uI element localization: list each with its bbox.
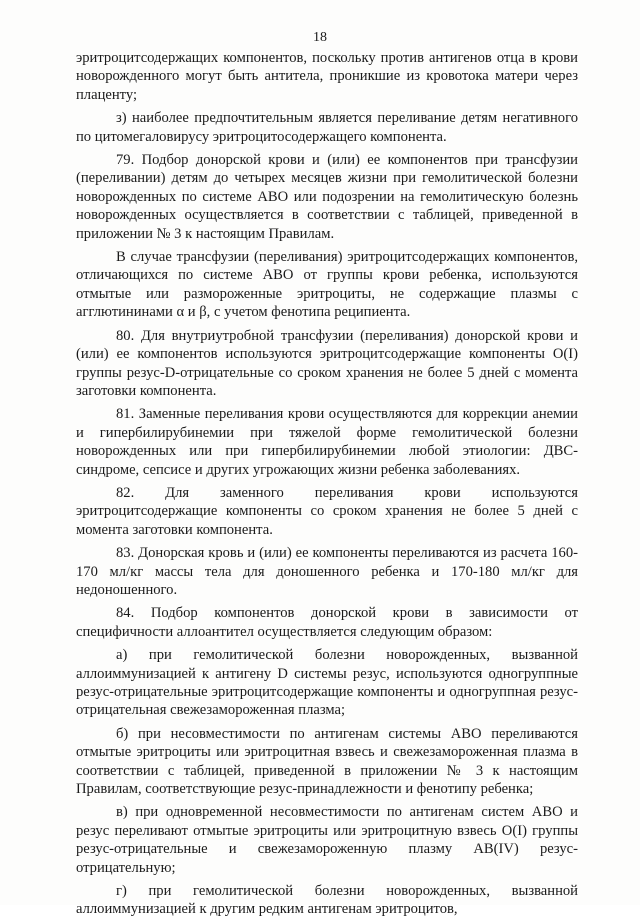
- paragraph-continuation: эритроцитсодержащих компонентов, поскольку против антигенов отца в крови новорожденного могут быть антитела, проникшие из кровотока матери через плаценту;: [76, 50, 578, 103]
- paragraph-79: 79. Подбор донорской крови и (или) ее компонентов при трансфузии (переливании) детям до четырех месяцев жизни при гемолитической болезни новорожденных по системе АВО или подозрении на гемолитическую болезнь новорожденных осуществляется в соответствии с таблицей, приведенной в приложении № 3 к настоящим Правилам.: [76, 152, 578, 242]
- paragraph-84-b: б) при несовместимости по антигенам системы АВО переливаются отмытые эритроциты или эритроцитная взвесь и свежезамороженная плазма в соответствии с таблицей, приведенной в приложении № 3 к настоящим Правилам, соответствующие резус-принадлежности и фенотипу ребенка;: [76, 725, 578, 798]
- page-number: 18: [313, 30, 327, 45]
- paragraph-84: 84. Подбор компонентов донорской крови в зависимости от специфичности аллоантител осуществляется следующим образом:: [76, 605, 578, 640]
- paragraph-81: 81. Заменные переливания крови осуществляются для коррекции анемии и гипербилирубинемии при тяжелой форме гемолитической болезни новорожденных или при гипербилирубинемии любой этиологии: ДВС-синдроме, сепсисе и других угрожающих жизни ребенка заболеваниях.: [76, 406, 578, 478]
- paragraph-82: 82. Для заменного переливания крови используются эритроцитсодержащие компоненты со сроком хранения не более 5 дней с момента заготовки компонента.: [76, 484, 578, 538]
- paragraph-83: 83. Донорская кровь и (или) ее компоненты переливаются из расчета 160-170 мл/кг массы тела для доношенного ребенка и 170-180 мл/кг для недоношенного.: [76, 545, 578, 598]
- paragraph-84-a: а) при гемолитической болезни новорожденных, вызванной аллоиммунизацией к антигену D системы резус, используются одногруппные резус-отрицательные эритроцитсодержащие компоненты и одногруппная резус-отрицательная свежезамороженная плазма;: [76, 647, 578, 719]
- paragraph-84-g: г) при гемолитической болезни новорожденных, вызванной аллоиммунизацией к другим редким антигенам эритроцитов,: [76, 883, 578, 918]
- paragraph-84-v: в) при одновременной несовместимости по антигенам систем АВО и резус переливают отмытые эритроциты или эритроцитную взвесь О(I) группы резус-отрицательные и свежезамороженную плазму АВ(IV) резус-отрицательную;: [76, 804, 578, 876]
- body-text: [76, 49, 578, 924]
- paragraph-80: 80. Для внутриутробной трансфузии (переливания) донорской крови и (или) ее компонентов используются эритроцитсодержащие компоненты О(I) группы резус-D-отрицательные со сроком хранения не более 5 дней с момента заготовки компонента.: [76, 327, 578, 399]
- paragraph-item-z: з) наиболее предпочтительным является переливание детям негативного по цитомегаловирусу эритроцитосодержащего компонента.: [76, 110, 578, 145]
- paragraph-79-note: В случае трансфузии (переливания) эритроцитсодержащих компонентов, отличающихся по системе АВО от группы крови ребенка, используются отмытые или размороженные эритроциты, не содержащие плазмы с агглютининами α и β, с учетом фенотипа реципиента.: [76, 249, 578, 321]
